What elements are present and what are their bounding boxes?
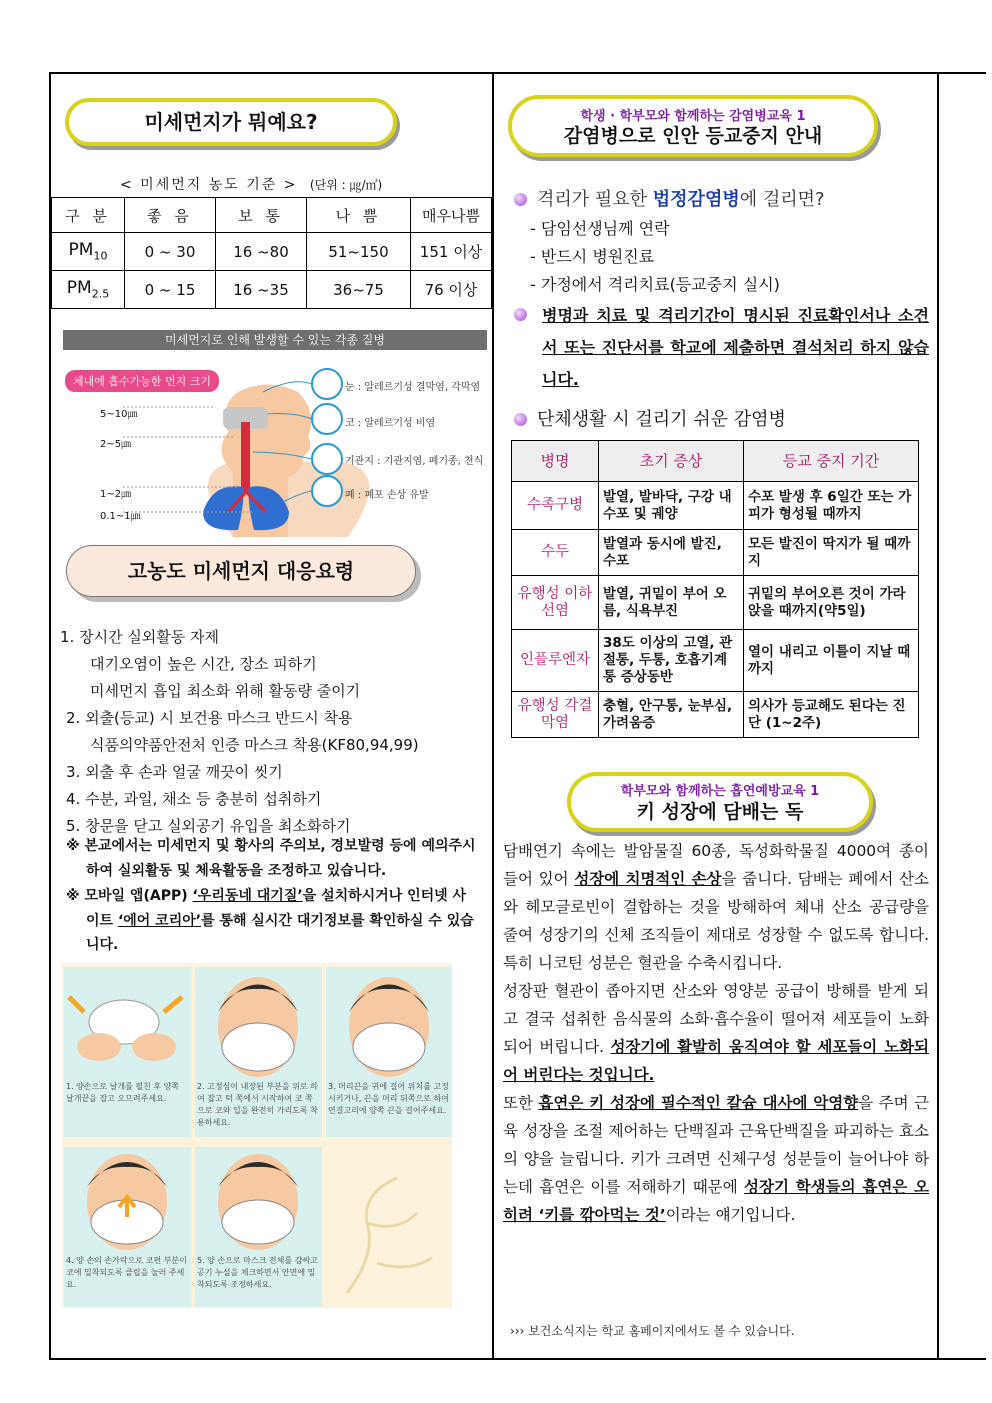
bullet-icon	[514, 193, 527, 206]
bullet-icon	[514, 413, 527, 426]
face-mask-icon	[64, 1147, 191, 1252]
mask-step-text: 5. 양 손으로 마스크 전체를 감싸고 공기 누설을 체크하면서 안면에 밀착되도록 조정하세요.	[197, 1256, 318, 1289]
table-row: $PM_{10}$ 0 ~ 30 16 ~80 51~150 151 이상	[52, 233, 492, 271]
table-row: $PM_{2.5}$ 0 ~ 15 16 ~35 36~75 76 이상	[52, 271, 492, 309]
table-header-row: 병명 초기 증상 등교 중지 기간	[512, 441, 919, 482]
group-disease-title: 단체생활 시 걸리기 쉬운 감염병	[514, 405, 786, 431]
list-item: - 반드시 병원진료	[530, 247, 655, 266]
list-item: 3. 외출 후 손과 얼굴 깨끗이 씻기	[66, 763, 283, 781]
school-notice: ※ 본교에서는 미세먼지 및 황사의 주의보, 경보발령 등에 예의주시하여 실외활동 및 체육활동을 조정하고 있습니다.	[66, 838, 476, 879]
footer-note: ››› 보건소식지는 학교 홈페이지에서도 볼 수 있습니다.	[510, 1324, 795, 1338]
disease-table	[511, 440, 919, 738]
app-notice: ※ 모바일 앱(APP) ‘우리동네 대기질’을 설치하시거나 인터넷 사이트 ‘에어 코리아’를 통해 실시간 대기정보를 확인하실 수 있습니다.	[66, 888, 474, 953]
mask-step-text: 4. 양 손의 손가락으로 코편 부분이 코에 밀착되도록 클립을 눌러 주세요.	[66, 1256, 187, 1289]
organ-labels: 눈 : 알레르기성 결막염, 각막염 코 : 알레르기성 비염 기관지 : 기관지염, 폐기종, 천식 폐 : 폐포 손상 유발	[345, 382, 484, 501]
list-item: 대기오염이 높은 시간, 장소 피하기	[90, 655, 317, 673]
table-row: 수족구병 발열, 발바닥, 구강 내 수포 및 궤양 수포 발생 후 6일간 또는 가피가 형성될 때까지	[512, 482, 919, 530]
table-row: 인플루엔자 38도 이상의 고열, 관절통, 두통, 호흡기계통 증상동반 열이 내리고 이틀이 지날 때까지	[512, 630, 919, 692]
face-mask-icon	[326, 967, 452, 1077]
list-item: 2. 외출(등교) 시 보건용 마스크 반드시 착용	[66, 709, 353, 727]
smoking-article: 담배연기 속에는 발암물질 60종, 독성화학물질 4000여 종이 들어 있어 성장에 치명적인 손상을 줍니다. 담배는 폐에서 산소와 헤모글로빈이 결합하는 것을 방해하여 체내 산소 공급량을 줄여 성장기의 신체 조직들이 제대로 성장할 수 없도록 합니다. 특히 니코틴 성분은 혈관을 수축시킵니다. 성장판 혈관이 좁아지면 산소와 영양분 공급이 방해를 받게 되고 결국 섭취한 음식물의 소화·흡수율이 떨어져 세포들이 노화되어 버립니다. 성장기에 활발히 움직여야 할 세포들이 노화되어 버린다는 것입니다. 또한 흡연은 키 성장에 필수적인 칼슘 대사에 악영향을 주며 근육 성장을 조절 제어하는 단백질과 근육단백질을 파괴하는 효소의 양을 늘립니다. 키가 크려면 신체구성 성분들이 늘어나야 하는데 흡연은 이를 저해하기 때문에 성장기 학생들의 흡연은 오히려 ‘키를 깎아먹는 것’이라는 얘기입니다.	[503, 842, 929, 1224]
face-mask-icon	[195, 1147, 322, 1252]
steps-list	[530, 215, 780, 299]
list-item: 미세먼지 흡입 최소화 위해 활동량 줄이기	[90, 682, 361, 700]
app-name: ‘우리동네 대기질’	[192, 888, 303, 904]
vine-decoration	[337, 1163, 447, 1303]
size-badge: 체내에 흡수가능한 먼지 크기	[65, 370, 219, 392]
mask-hands-icon	[64, 967, 191, 1077]
list-item: 1. 장시간 실외활동 자제	[60, 628, 220, 646]
table-row: 유행성 이하선염 발열, 귀밑이 부어 오름, 식욕부진 귀밑의 부어오른 것이 가라앉을 때까지(약5일)	[512, 576, 919, 630]
list-item: - 담임선생님께 연락	[530, 219, 670, 238]
table-header-row: 구 분 좋 음 보 통 나 쁨 매우나쁨	[52, 198, 492, 233]
mask-instructions	[62, 963, 452, 1308]
response-list	[60, 624, 480, 840]
right-margin-line	[937, 72, 939, 1360]
legal-disease-question: 격리가 필요한 법정감염병에 걸리면?	[514, 185, 825, 211]
table-caption: < 미세먼지 농도 기준 > (단위 : ㎍/㎥)	[120, 177, 383, 193]
list-item: 4. 수분, 과일, 채소 등 충분히 섭취하기	[66, 790, 322, 808]
fine-dust-table	[51, 197, 492, 309]
face-mask-icon	[195, 967, 322, 1077]
list-item: 5. 창문을 닫고 실외공기 유입을 최소화하기	[66, 817, 351, 835]
column-divider	[492, 72, 494, 1360]
mask-step-text: 2. 고정심이 내장된 부분을 위로 하여 잡고 턱 쪽에서 시작하여 코 쪽으로 코와 입을 완전히 가리도록 착용하세요.	[197, 1082, 318, 1127]
particle-sizes: 5~10㎛ 2~5㎛ 1~2㎛ 0.1~1㎛	[100, 409, 141, 522]
response-title: 고농도 미세먼지 대응요령	[66, 545, 416, 597]
table-row: 유행성 각결막염 충혈, 안구통, 눈부심, 가려움증 의사가 등교해도 된다는 진단 (1~2주)	[512, 692, 919, 738]
illustration-header: 미세먼지로 인해 발생할 수 있는 각종 질병	[63, 330, 487, 350]
certificate-notice: 병명과 치료 및 격리기간이 명시된 진료확인서나 소견서 또는 진단서를 학교에 제출하면 결석처리 하지 않습니다.	[514, 300, 929, 396]
mask-step-text: 3. 머리끈을 귀에 걸어 위치를 고정시키거나, 끈을 머리 뒤쪽으로 하여 연결고리에 양쪽 끈을 걸어주세요.	[328, 1082, 449, 1115]
list-item: 식품의약품안전처 인증 마스크 착용(KF80,94,99)	[90, 736, 419, 754]
smoking-title: 학부모와 함께하는 흡연예방교육 1 키 성장에 담배는 독	[567, 772, 873, 832]
site-name: ‘에어 코리아’	[117, 912, 202, 929]
infection-title: 학생 · 학부모와 함께하는 감염병교육 1 감염병으로 인안 등교중지 안내	[508, 95, 878, 157]
list-item: - 가정에서 격리치료(등교중지 실시)	[530, 275, 780, 294]
table-row: 수두 발열과 동시에 발진, 수포 모든 발진이 딱지가 될 때까지	[512, 530, 919, 576]
fine-dust-title: 미세먼지가 뭐예요?	[65, 98, 397, 146]
mask-step-text: 1. 양손으로 날개를 펼친 후 양쪽 날개끝을 잡고 오므려주세요.	[66, 1082, 180, 1103]
bullet-icon	[514, 308, 527, 321]
